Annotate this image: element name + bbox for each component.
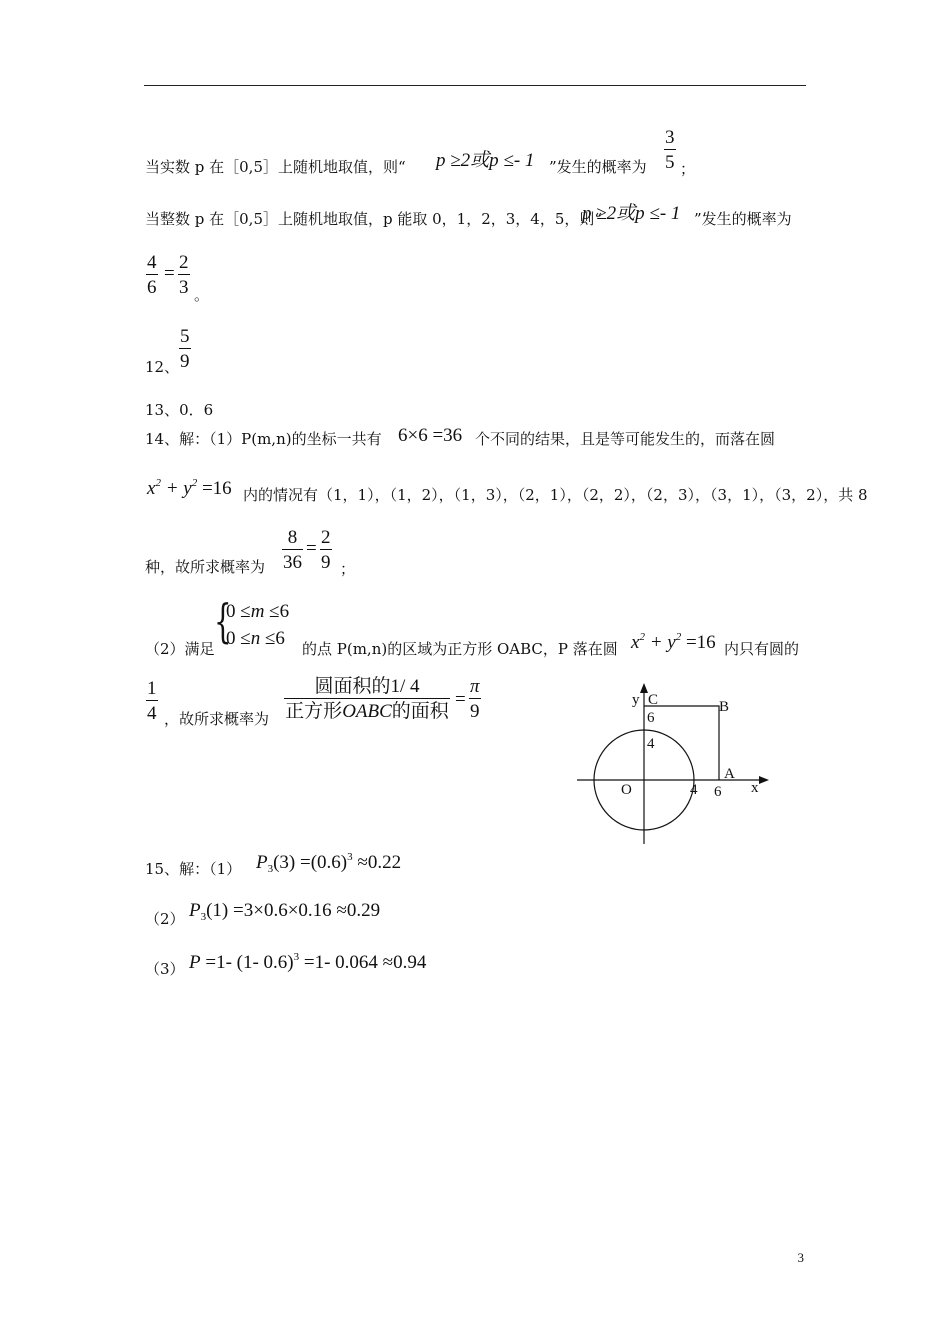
q15-label: 15、解：（1） xyxy=(145,860,242,878)
fraction-denominator: 5 xyxy=(664,149,676,172)
block1-line1-pre: 当实数 p 在［0,5］上随机地取值，则“ xyxy=(145,158,406,176)
q14-part2-post: 内只有圆的 xyxy=(724,640,800,658)
block1-line2-post: ”发生的概率为 xyxy=(694,210,792,228)
q14-line1-post: 个不同的结果，且是等可能发生的，而落在圆 xyxy=(475,430,776,448)
q14-circle-expr-2: $x^2 + y^2 =16$ xyxy=(631,631,716,653)
label-x: x xyxy=(751,780,759,796)
fraction-numerator: 8 xyxy=(287,527,298,548)
label-y: y xyxy=(632,692,640,708)
q14-part2-line2: ，故所求概率为 xyxy=(164,710,270,728)
q15-expr-1: $P_3(3) =(0.6)^3 \approx 0.22$ xyxy=(256,851,402,875)
q13-answer: 13、0．6 xyxy=(145,401,214,419)
fraction-3-5 xyxy=(664,128,676,172)
fraction-2-3 xyxy=(178,253,190,297)
fraction-8-36 xyxy=(282,528,303,572)
equals-sign: = xyxy=(306,538,317,559)
fraction-numerator: 4 xyxy=(147,252,157,273)
fraction-2-9 xyxy=(320,528,332,572)
fraction-denominator: 9 xyxy=(179,348,191,371)
label-o: O xyxy=(621,782,632,798)
fraction-5-9 xyxy=(179,327,191,371)
block1-line2-pre: 当整数 p 在［0,5］上随机地取值，p 能取 0，1，2，3，4，5，则“ xyxy=(145,210,603,228)
fraction-4-6 xyxy=(146,253,158,297)
block1-line1-end: ； xyxy=(680,160,696,178)
q15-expr-3: P =1- (1- 0.6)$^3$ =1- 0.064 ≈0.94 xyxy=(189,951,427,973)
fraction-numerator: 2 xyxy=(321,527,331,548)
q14-circle-expr: $x^2 + y^2 =16$ xyxy=(147,477,232,499)
q14-label: 14、解：（1）P(m,n)的坐标一共有 xyxy=(145,430,382,448)
q14-ineq2: 0 ≤n ≤6 xyxy=(226,628,285,649)
circle-square-figure xyxy=(575,680,775,850)
fraction-denominator: 9 xyxy=(469,698,481,721)
fraction-numerator: 5 xyxy=(180,326,190,347)
left-brace: { xyxy=(214,594,232,648)
fraction-denominator: 3 xyxy=(178,274,190,297)
q14-line2-post: 内的情况有（1，1），（1，2），（1，3），（2，1），（2，2），（2，3），（3，1），（3，2），共 8 xyxy=(243,486,868,504)
fraction-area-ratio xyxy=(284,677,450,721)
fraction-numerator: 3 xyxy=(665,127,675,148)
label-b: B xyxy=(719,699,730,715)
equals-sign: = xyxy=(164,263,175,284)
block1-condition-2: p ≥2或p ≤- 1 xyxy=(582,203,681,224)
q14-part2-mid: 的点 P(m,n)的区域为正方形 OABC，P 落在圆 xyxy=(302,640,618,658)
fraction-denominator: 36 xyxy=(282,549,303,572)
fraction-numerator: 2 xyxy=(179,252,189,273)
q15-expr-2: $P_3(1) =3\times 0.6\times 0.16 \approx 0.29$ xyxy=(189,900,381,923)
fraction-numerator: 1 xyxy=(147,678,157,699)
page-number: 3 xyxy=(797,1250,804,1265)
fraction-numerator: π xyxy=(470,676,480,697)
q14-part2-pre: （2）满足 xyxy=(145,640,215,658)
label-a: A xyxy=(724,766,735,782)
fraction-denominator: 正方形OABC的面积 xyxy=(284,698,450,721)
label-four-y: 4 xyxy=(647,736,655,752)
x-axis-arrow xyxy=(759,776,769,784)
fraction-numerator: 圆面积的1/ 4 xyxy=(314,676,420,697)
q12-label: 12、 xyxy=(145,358,180,376)
fraction-denominator: 6 xyxy=(146,274,158,297)
block1-eq-end: 。 xyxy=(194,286,210,304)
fraction-denominator: 4 xyxy=(146,700,158,723)
label-six-x: 6 xyxy=(714,784,722,800)
q14-line3-end: ； xyxy=(340,560,356,578)
fraction-pi-9 xyxy=(469,677,481,721)
q14-line3-pre: 种，故所求概率为 xyxy=(145,558,266,576)
block1-line1-post: ”发生的概率为 xyxy=(549,158,647,176)
label-six-y: 6 xyxy=(647,710,655,726)
square-outline xyxy=(644,706,719,780)
header-rule xyxy=(144,85,806,86)
q15-label-2: （2） xyxy=(145,910,185,928)
fraction-denominator: 9 xyxy=(320,549,332,572)
q14-count-expr: 6×6 =36 xyxy=(398,425,463,446)
fraction-1-4 xyxy=(146,679,158,723)
label-c: C xyxy=(648,692,659,708)
q15-label-3: （3） xyxy=(145,960,185,978)
equals-sign: = xyxy=(455,689,466,710)
label-four-x: 4 xyxy=(690,782,698,798)
block1-condition: p ≥2或p ≤- 1 xyxy=(436,150,535,171)
y-axis-arrow xyxy=(640,683,648,693)
q14-ineq1: 0 ≤m ≤6 xyxy=(226,601,290,622)
